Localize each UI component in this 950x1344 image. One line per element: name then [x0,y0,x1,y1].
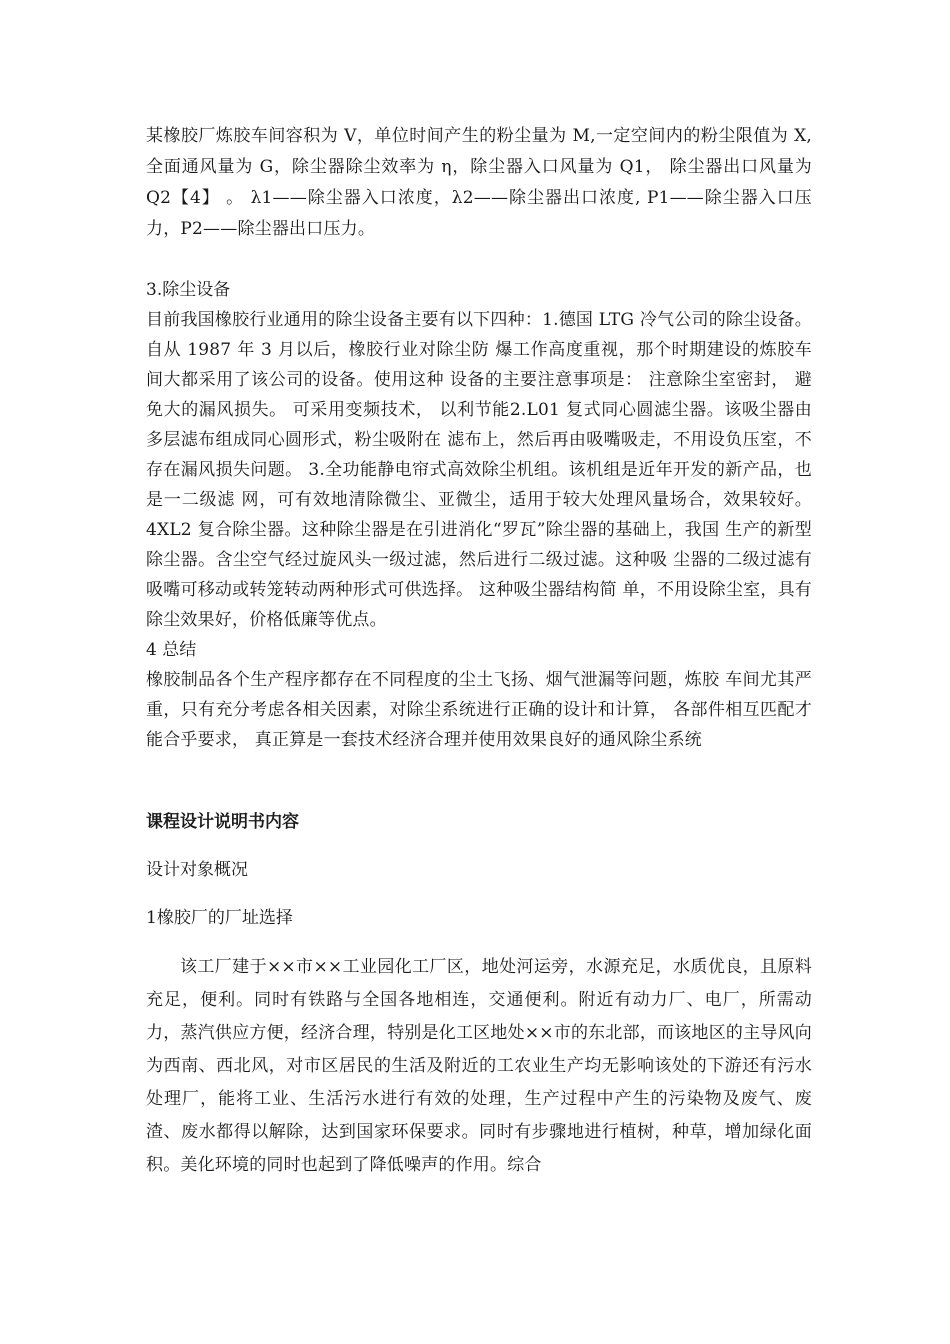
spacer [146,755,812,807]
dust-parameters-paragraph: 某橡胶厂炼胶车间容积为 V，单位时间产生的粉尘量为 M,一定空间内的粉尘限值为 X,全面通风量为 G，除尘器除尘效率为 η，除尘器入口风量为 Q1， 除尘器出口风量为 Q2【4】 。 λ1——除尘器入口浓度，λ2——除尘器出口浓度, P1——除尘器入口压力，P2——除尘器出口压力。 [146,126,812,239]
spacer [146,245,812,275]
dust-equipment-paragraph: 目前我国橡胶行业通用的除尘设备主要有以下四种：1.德国 LTG 冷气公司的除尘设备。自从 1987 年 3 月以后，橡胶行业对除尘防 爆工作高度重视，那个时期建设的炼胶车间大都采用了该公司的设备。使用这种 设备的主要注意事项是： 注意除尘室密封， 避免大的漏风损失。 可采用变频技术， 以利节能2.L01 复式同心圆滤尘器。该吸尘器由多层滤布组成同心圆形式，粉尘吸附在 滤布上，然后再由吸嘴吸走，不用设负压室，不存在漏风损失问题。 3.全功能静电帘式高效除尘机组。该机组是近年开发的新产品，也是一二级滤 网，可有效地清除微尘、亚微尘，适用于较大处理风量场合，效果较好。 4XL2 复合除尘器。这种除尘器是在引进消化“罗瓦”除尘器的基础上，我国 生产的新型除尘器。含尘空气经过旋风头一级过滤，然后进行二级过滤。这种吸 尘器的二级过滤有吸嘴可移动或转笼转动两种形式可供选择。 这种吸尘器结构简 单，不用设除尘室，具有除尘效果好，价格低廉等优点。 [146,310,812,630]
summary-paragraph: 橡胶制品各个生产程序都存在不同程度的尘土飞扬、烟气泄漏等问题，炼胶 车间尤其严重，只有充分考虑各相关因素，对除尘系统进行正确的设计和计算， 各部件相互匹配才能合乎要求， 真正算是一套技术经济合理并使用效果良好的通风除尘系统 [146,670,812,750]
spacer [146,837,812,855]
section-heading-dust-equipment: 3.除尘设备 [146,280,231,300]
site-selection-heading: 1橡胶厂的厂址选择 [146,908,293,928]
document-page [146,121,812,1182]
spacer [146,885,812,903]
design-manual-title: 课程设计说明书内容 [146,812,299,832]
site-selection-paragraph: 该工厂建于××市××工业园化工厂区，地处河运旁，水源充足，水质优良，且原料充足，便利。同时有铁路与全国各地相连，交通便利。附近有动力厂、电厂，所需动力，蒸汽供应方便，经济合理，特别是化工区地处××市的东北部，而该地区的主导风向为西南、西北风，对市区居民的生活及附近的工农业生产均无影响该处的下游还有污水处理厂，能将工业、生活污水进行有效的处理，生产过程中产生的污染物及废气、废渣、废水都得以解除，达到国家环保要求。同时有步骤地进行植树，种草，增加绿化面积。美化环境的同时也起到了降低噪声的作用。综合 [146,957,812,1175]
design-object-overview: 设计对象概况 [146,860,248,880]
spacer [146,933,812,951]
section-heading-summary: 4 总结 [146,640,197,660]
